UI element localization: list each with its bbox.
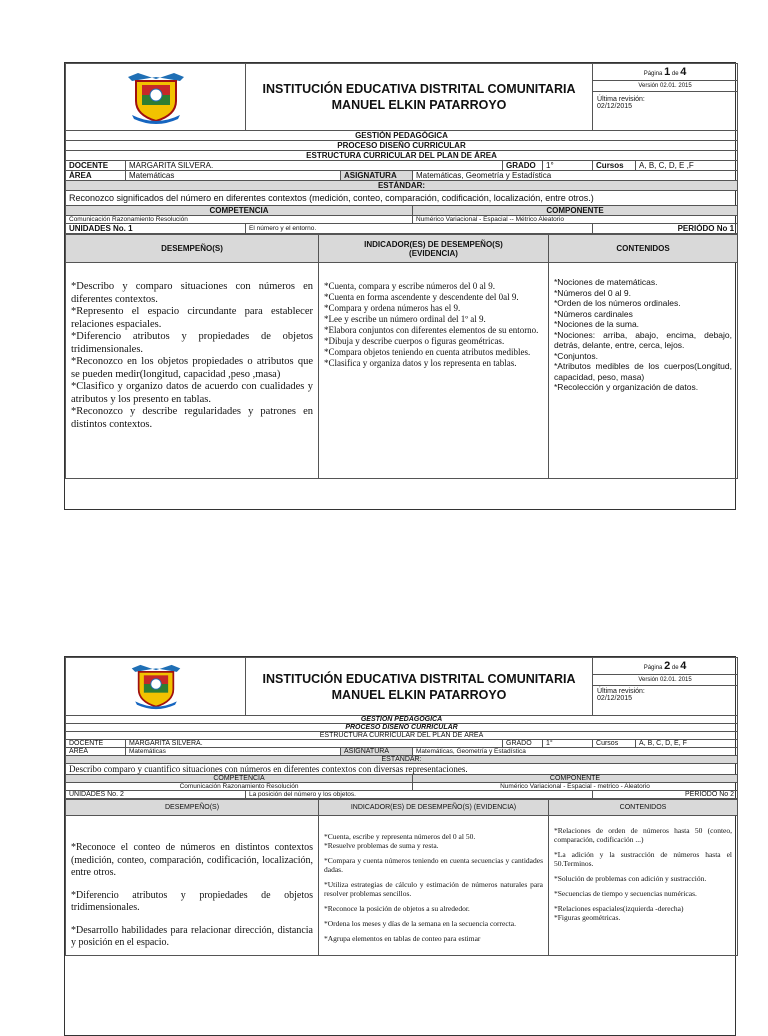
school-shield-icon bbox=[118, 65, 194, 125]
col-desempeno: DESEMPEÑO(S) bbox=[66, 800, 319, 816]
docente-label: DOCENTE bbox=[66, 740, 126, 748]
list-item: *Diferencio atributos y propiedades de objetos tridimensionales. bbox=[71, 889, 313, 913]
list-item: *Diferencio atributos y propiedades de objetos tridimensionales. bbox=[71, 331, 313, 355]
docente-label: DOCENTE bbox=[66, 161, 126, 171]
grado-value: 1° bbox=[543, 740, 593, 748]
docente-value: MARGARITA SILVERA. bbox=[126, 161, 503, 171]
list-item: *Agrupa elementos en tablas de conteo para estimar bbox=[324, 934, 481, 943]
school-logo bbox=[66, 658, 246, 716]
cursos-label: Cursos bbox=[593, 740, 636, 748]
col-indicador: INDICADOR(ES) DE DESEMPEÑO(S) (EVIDENCIA) bbox=[319, 800, 549, 816]
section-gestion: GESTIÓN PEDAGÓGICA bbox=[66, 716, 738, 724]
page-number: Página 2 de 4 bbox=[593, 658, 737, 675]
list-item: *Números cardinales bbox=[554, 308, 633, 319]
estandar-label: ESTÁNDAR: bbox=[66, 181, 738, 191]
list-item: *Números del 0 al 9. bbox=[554, 287, 632, 298]
col-contenidos: CONTENIDOS bbox=[549, 235, 738, 263]
list-item: *Atributos medibles de los cuerpos(Longitud, capacidad, peso, masa) bbox=[554, 361, 732, 382]
list-item: *Dibuja y describe cuerpos o figuras geométricas. bbox=[324, 336, 505, 346]
list-item: *Orden de los números ordinales. bbox=[554, 298, 681, 308]
list-item: *Compara y ordena números has el 9. bbox=[324, 303, 461, 313]
unidad-value: La posición del número y los objetos. bbox=[246, 791, 593, 799]
version: Versión 02.01. 2015 bbox=[593, 675, 737, 686]
area-label: ÁREA bbox=[66, 748, 126, 756]
list-item: *Clasifico y organizo datos de acuerdo con cualidades y atributos y los presento en tablas. bbox=[71, 381, 313, 405]
indicadores-list bbox=[319, 263, 549, 479]
list-item: *Cuenta en forma ascendente y descendente del 0al 9. bbox=[324, 292, 519, 302]
periodo-label: PERIÓDO No 2 bbox=[593, 791, 738, 799]
list-item: *Compara y cuenta números teniendo en cuenta secuencias y cantidades dadas. bbox=[324, 856, 543, 874]
list-item: *Cuenta, escribe y representa números del 0 al 50. bbox=[324, 832, 476, 841]
cursos-label: Cursos bbox=[593, 161, 636, 171]
list-item: *Relaciones espaciales(izquierda -derecha) bbox=[554, 904, 684, 913]
document-meta bbox=[593, 658, 738, 716]
componente-label: COMPONENTE bbox=[413, 775, 738, 783]
revision: Última revisión: 02/12/2015 bbox=[597, 688, 645, 702]
list-item: *Elabora conjuntos con diferentes elementos de su entorno. bbox=[324, 325, 539, 335]
periodo-label: PERIÓDO No 1 bbox=[593, 224, 738, 234]
col-indicador: INDICADOR(ES) DE DESEMPEÑO(S) (EVIDENCIA) bbox=[319, 235, 549, 263]
list-item: *Figuras geométricas. bbox=[554, 913, 621, 922]
asignatura-label: ASIGNATURA bbox=[341, 171, 413, 181]
list-item: *Relaciones de orden de números hasta 50 (conteo, comparación, codificación ...) bbox=[554, 826, 732, 844]
list-item: *Reconoce el conteo de números en distintos contextos (medición, conteo, comparación, codificación, localización, entre otros. bbox=[71, 842, 313, 878]
list-item: *Desarrollo habilidades para relacionar dirección, distancia y posición en el espacio. bbox=[71, 924, 313, 948]
grado-label: GRADO bbox=[503, 161, 543, 171]
estandar-label: ESTÁNDAR: bbox=[66, 756, 738, 764]
page-number: Página 1 de 4 bbox=[593, 64, 737, 81]
estandar-text: Describo comparo y cuantifico situaciones con números en diferentes contextos con diversas representaciones. bbox=[66, 764, 738, 775]
area-label: ÁREA bbox=[66, 171, 126, 181]
indicadores-list bbox=[319, 816, 549, 956]
contenidos-list bbox=[549, 816, 738, 956]
list-item: *Reconozco en los objetos propiedades o atributos que se pueden medir(longitud, capacidad ,peso ,masa) bbox=[71, 356, 313, 380]
grado-value: 1° bbox=[543, 161, 593, 171]
unidades-label: UNIDADES No. 2 bbox=[66, 791, 246, 799]
list-item: *Clasifica y organiza datos y los representa en tablas. bbox=[324, 358, 517, 368]
school-logo bbox=[66, 64, 246, 131]
competencia-value: Comunicación Razonamiento Resolución bbox=[66, 783, 413, 791]
componente-value: Numérico Variacional - Espacial -- Métrico Aleatorio bbox=[413, 216, 738, 224]
area-value: Matemáticas bbox=[126, 748, 341, 756]
section-estructura: ESTRUCTURA CURRICULAR DEL PLAN DE ÁREA bbox=[66, 151, 738, 161]
cursos-value: A, B, C, D, E, F bbox=[636, 740, 738, 748]
asignatura-label: ASIGNATURA bbox=[341, 748, 413, 756]
document-page-1 bbox=[64, 62, 736, 510]
contenidos-list bbox=[549, 263, 738, 479]
list-item: *Secuencias de tiempo y secuencias numéricas. bbox=[554, 889, 697, 898]
competencia-value: Comunicación Razonamiento Resolución bbox=[66, 216, 413, 224]
list-item: *Nociones: arriba, abajo, encima, debajo, detrás, delante, entre, cerca, lejos. bbox=[554, 329, 732, 350]
list-item: *Represento el espacio circundante para establecer relaciones espaciales. bbox=[71, 306, 313, 330]
docente-value: MARGARITA SILVERA. bbox=[126, 740, 503, 748]
school-shield-icon bbox=[118, 658, 194, 710]
list-item: *Ordena los meses y días de la semana en la secuencia correcta. bbox=[324, 919, 516, 928]
version: Versión 02.01. 2015 bbox=[593, 81, 737, 92]
desempenos-list bbox=[66, 263, 319, 479]
list-item: *Conjuntos. bbox=[554, 350, 598, 361]
asignatura-value: Matemáticas, Geometría y Estadística bbox=[413, 748, 738, 756]
list-item: *Resuelve problemas de suma y resta. bbox=[324, 841, 439, 850]
area-value: Matemáticas bbox=[126, 171, 341, 181]
asignatura-value: Matemáticas, Geometría y Estadística bbox=[413, 171, 738, 181]
competencia-label: COMPETENCIA bbox=[66, 775, 413, 783]
list-item: *Utiliza estrategias de cálculo y estimación de números naturales para resolver problemas sencillos. bbox=[324, 880, 543, 898]
document-page-2 bbox=[64, 656, 736, 1036]
list-item: *Nociones de matemáticas. bbox=[554, 277, 658, 287]
section-proceso: PROCESO DISEÑO CURRICULAR bbox=[66, 724, 738, 732]
list-item: *La adición y la sustracción de números hasta el 50.Terminos. bbox=[554, 850, 732, 868]
institution-name: INSTITUCIÓN EDUCATIVA DISTRITAL COMUNITARIA MANUEL ELKIN PATARROYO bbox=[246, 658, 593, 716]
list-item: *Nociones de la suma. bbox=[554, 319, 640, 329]
grado-label: GRADO bbox=[503, 740, 543, 748]
institution-name: INSTITUCIÓN EDUCATIVA DISTRITAL COMUNITARIA MANUEL ELKIN PATARROYO bbox=[246, 64, 593, 131]
list-item: *Reconoce la posición de objetos a su alrededor. bbox=[324, 904, 470, 913]
list-item: *Lee y escribe un número ordinal del 1º al 9. bbox=[324, 314, 486, 324]
cursos-value: A, B, C, D, E ,F bbox=[636, 161, 738, 171]
list-item: *Describo y comparo situaciones con números en diferentes contextos. bbox=[71, 281, 313, 305]
col-contenidos: CONTENIDOS bbox=[549, 800, 738, 816]
list-item: *Cuenta, compara y escribe números del 0 al 9. bbox=[324, 281, 495, 291]
desempenos-list bbox=[66, 816, 319, 956]
col-desempeno: DESEMPEÑO(S) bbox=[66, 235, 319, 263]
unidad-value: El número y el entorno. bbox=[246, 224, 593, 234]
competencia-label: COMPETENCIA bbox=[66, 206, 413, 216]
list-item: *Reconozco y describe regularidades y patrones en distintos contextos. bbox=[71, 406, 313, 430]
revision: Última revisión: 02/12/2015 bbox=[597, 96, 645, 110]
componente-value: Numérico Variacional - Espacial - metrico - Aleatorio bbox=[413, 783, 738, 791]
section-proceso: PROCESO DISEÑO CURRICULAR bbox=[66, 141, 738, 151]
unidades-label: UNIDADES No. 1 bbox=[66, 224, 246, 234]
section-estructura: ESTRUCTURA CURRICULAR DEL PLAN DE ÁREA bbox=[66, 732, 738, 740]
list-item: *Compara objetos teniendo en cuenta atributos medibles. bbox=[324, 347, 531, 357]
list-item: *Recolección y organización de datos. bbox=[554, 382, 699, 392]
document-meta bbox=[593, 64, 738, 131]
componente-label: COMPONENTE bbox=[413, 206, 738, 216]
estandar-text: Reconozco significados del número en diferentes contextos (medición, conteo, comparación, codificación, localización, entre otros.) bbox=[66, 191, 738, 206]
section-gestion: GESTIÓN PEDAGÓGICA bbox=[66, 131, 738, 141]
list-item: *Solución de problemas con adición y sustracción. bbox=[554, 874, 707, 883]
